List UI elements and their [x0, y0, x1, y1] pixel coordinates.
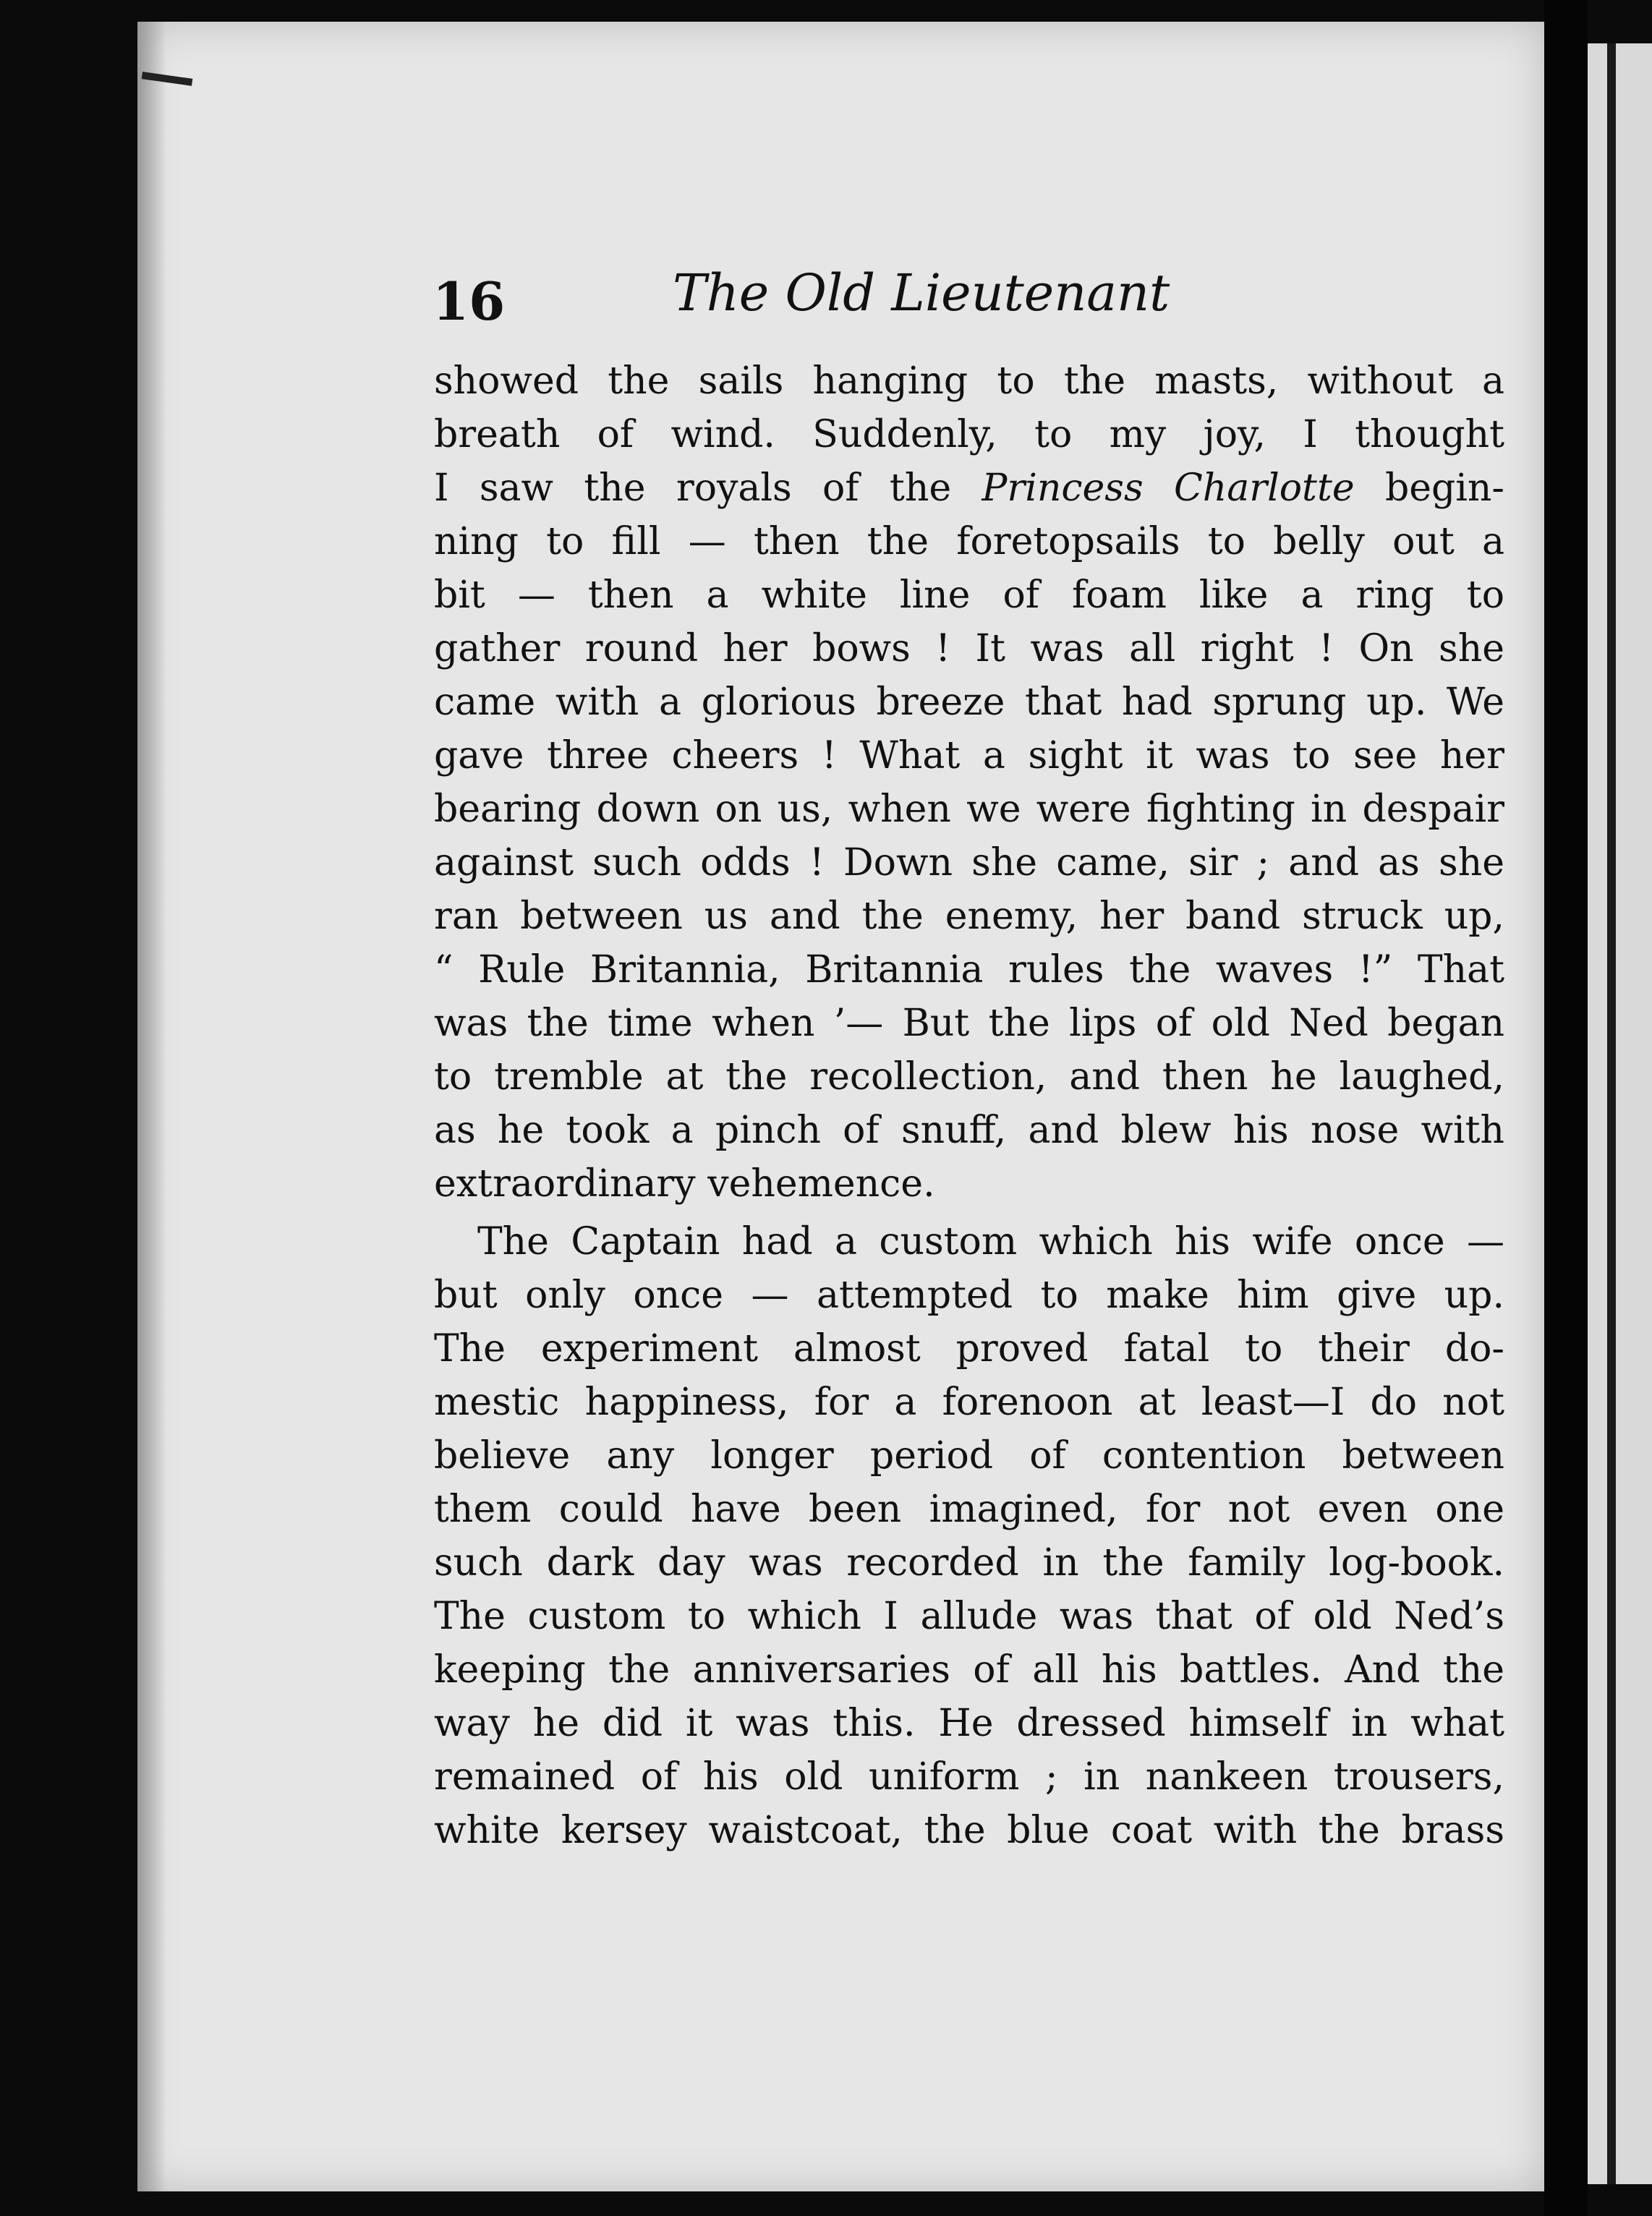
running-title: The Old Lieutenant [673, 263, 1170, 323]
paragraph-1 [434, 354, 1504, 1211]
text-line: such dark day was recorded in the family log-book. [434, 1541, 1504, 1585]
text-line: extraordinary vehemence. [434, 1162, 935, 1206]
text-line: The Captain had a custom which his wife once — [477, 1220, 1504, 1263]
text-line: The custom to which I allude was that of old Ned’s [434, 1595, 1504, 1638]
text-line: ning to fill — then the foretopsails to belly out a [434, 520, 1504, 563]
adjacent-page-edge [1588, 43, 1652, 2184]
text-line: ran between us and the enemy, her band struck up, [434, 895, 1504, 938]
page-content [137, 22, 1544, 2191]
ship-name: Princess Charlotte [982, 466, 1355, 510]
book-spine-shadow [1544, 0, 1588, 2216]
text-line: way he did it was this. He dressed himself in what [434, 1702, 1504, 1745]
text-line: them could have been imagined, for not even one [434, 1488, 1504, 1531]
running-head [137, 260, 1544, 340]
text-line: mestic happiness, for a forenoon at least—I do not [434, 1381, 1504, 1424]
text-line: was the time when ’— But the lips of old Ned began [434, 1002, 1504, 1045]
text-line: keeping the anniversaries of all his battles. And the [434, 1648, 1504, 1692]
text-line: remained of his old uniform ; in nankeen trousers, [434, 1755, 1504, 1799]
text-line: gather round her bows ! It was all right ! On she [434, 627, 1504, 670]
text-line: white kersey waistcoat, the blue coat with the brass [434, 1809, 1504, 1852]
text-line: “ Rule Britannia, Britannia rules the waves !” That [434, 948, 1504, 992]
text-line: I saw the royals of the Princess Charlotte begin- [434, 466, 1504, 510]
text-line: to tremble at the recollection, and then he laughed, [434, 1055, 1504, 1099]
page-sheet [137, 22, 1544, 2191]
text-line: against such odds ! Down she came, sir ; and as she [434, 841, 1504, 885]
paragraph-2 [434, 1215, 1504, 1857]
page-number: 16 [433, 270, 506, 332]
text-line: The experiment almost proved fatal to their do- [434, 1327, 1504, 1371]
text-line: bearing down on us, when we were fighting in despair [434, 788, 1504, 831]
text-line: breath of wind. Suddenly, to my joy, I thought [434, 413, 1504, 456]
text-line: came with a glorious breeze that had sprung up. We [434, 681, 1504, 724]
text-line: showed the sails hanging to the masts, without a [434, 359, 1504, 403]
text-line: as he took a pinch of snuff, and blew his nose with [434, 1109, 1504, 1152]
adjacent-page-border [1607, 43, 1616, 2184]
text-line: but only once — attempted to make him give up. [434, 1274, 1504, 1317]
body-text [434, 354, 1504, 1857]
text-line: gave three cheers ! What a sight it was to see her [434, 734, 1504, 777]
text-line: believe any longer period of contention between [434, 1434, 1504, 1478]
text-line: bit — then a white line of foam like a ring to [434, 574, 1504, 617]
